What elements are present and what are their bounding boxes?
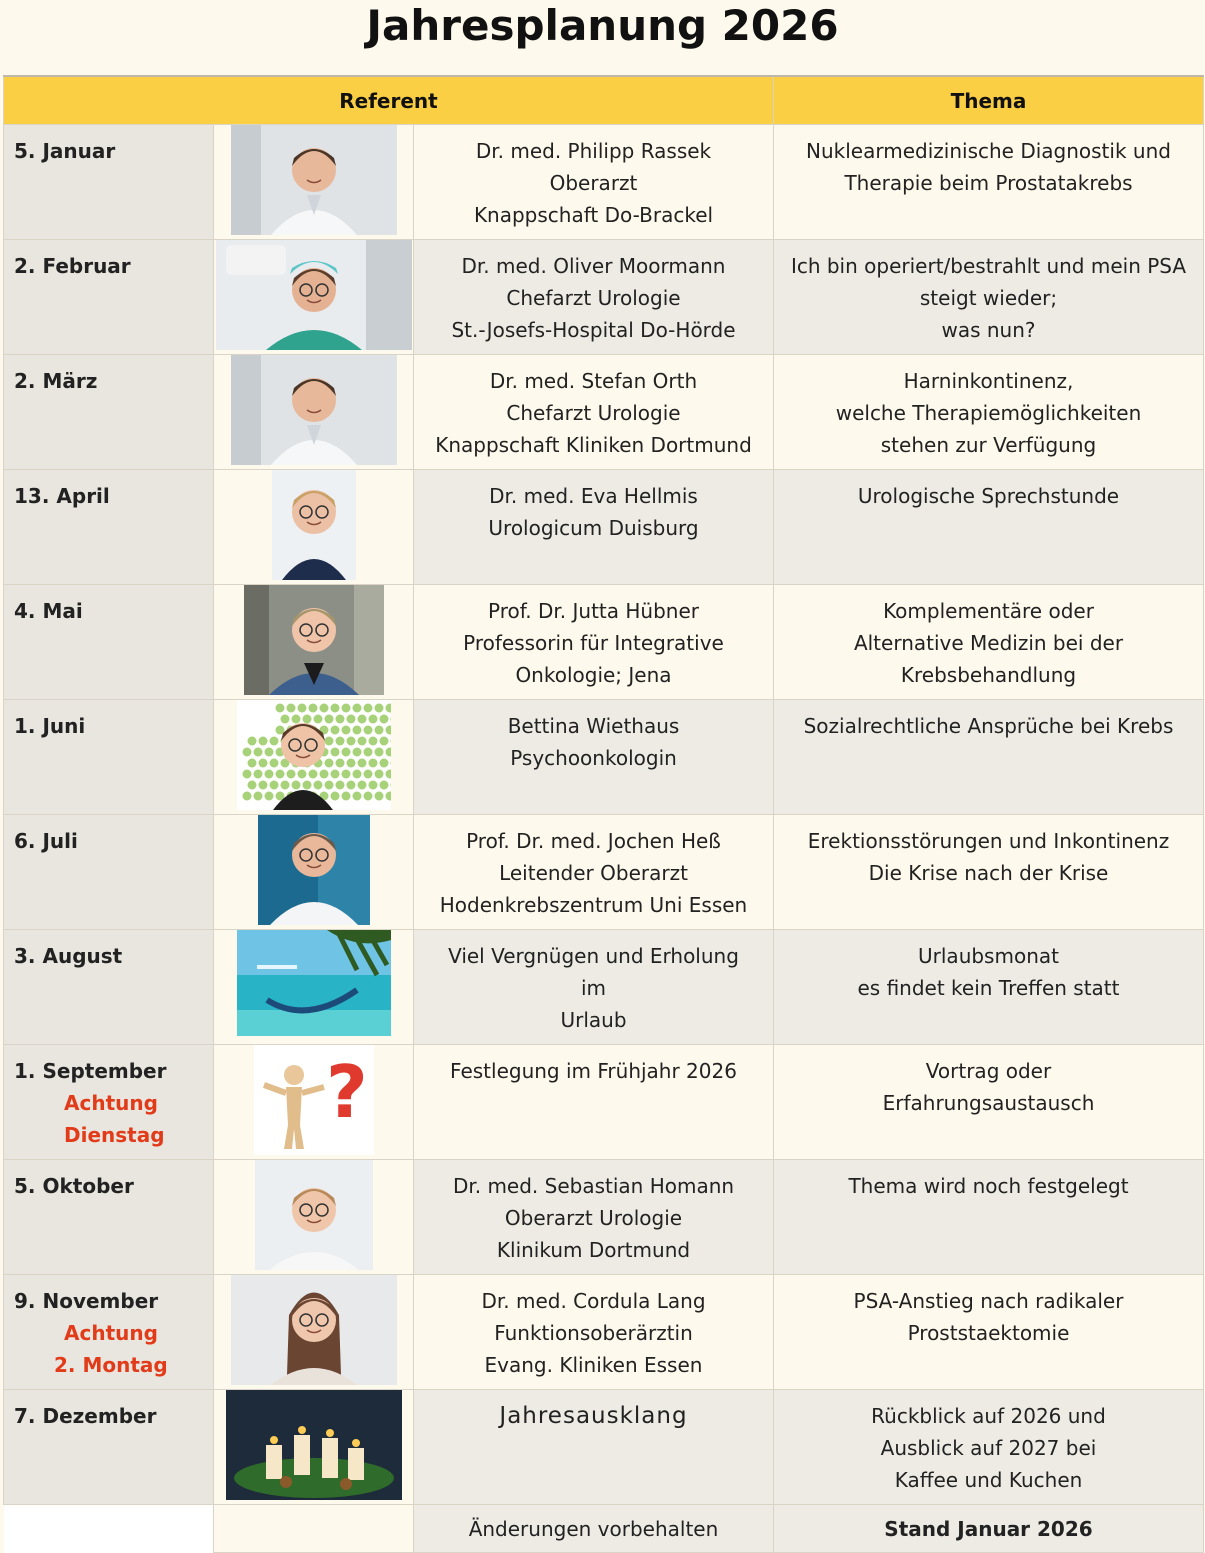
- speaker-cell: [414, 815, 774, 930]
- speaker-line: Oberarzt Urologie: [504, 1206, 683, 1230]
- photo-cell: [214, 470, 414, 585]
- speaker-line: Festlegung im Frühjahr 2026: [450, 1059, 737, 1083]
- photo-cell: [214, 240, 414, 355]
- header-thema: Thema: [774, 76, 1204, 125]
- speaker-line: Leitender Oberarzt: [499, 861, 688, 885]
- speaker-line: Knappschaft Kliniken Dortmund: [435, 433, 752, 457]
- photo-cell: [214, 585, 414, 700]
- footer-stand: Stand Januar 2026: [774, 1505, 1204, 1553]
- speaker-line: Urlaub: [560, 1008, 627, 1032]
- topic-cell: [774, 930, 1204, 1045]
- date-cell: [4, 815, 214, 930]
- speaker-line: Hodenkrebszentrum Uni Essen: [439, 893, 748, 917]
- speaker-line: Jahresausklang: [499, 1403, 688, 1429]
- speaker-line: St.-Josefs-Hospital Do-Hörde: [451, 318, 736, 342]
- date-cell: [4, 240, 214, 355]
- speaker-line: Oberarzt: [549, 171, 638, 195]
- date-label: 2. März: [14, 369, 98, 393]
- date-label: 5. Oktober: [14, 1174, 134, 1198]
- speaker-cell: [414, 1275, 774, 1390]
- speaker-line: Prof. Dr. med. Jochen Heß: [466, 829, 721, 853]
- speaker-line: Urologicum Duisburg: [488, 516, 699, 540]
- table-row: [4, 700, 1204, 815]
- photo-cell: [214, 1390, 414, 1505]
- speaker-cell: [414, 1390, 774, 1505]
- topic-line: Ich bin operiert/bestrahlt und mein PSA: [790, 254, 1187, 278]
- date-label: 9. November: [14, 1289, 159, 1313]
- topic-line: Sozialrechtliche Ansprüche bei Krebs: [803, 714, 1174, 738]
- date-cell: [4, 930, 214, 1045]
- topic-cell: [774, 1160, 1204, 1275]
- speaker-line: Viel Vergnügen und Erholung: [448, 944, 739, 968]
- topic-line: Nuklearmedizinische Diagnostik und: [806, 139, 1171, 163]
- date-label: 4. Mai: [14, 599, 83, 623]
- speaker-line: Bettina Wiethaus: [507, 714, 680, 738]
- speaker-line: Funktionsoberärztin: [494, 1321, 693, 1345]
- speaker-line: Dr. med. Philipp Rassek: [475, 139, 712, 163]
- speaker-cell: [414, 930, 774, 1045]
- date-label: 6. Juli: [14, 829, 78, 853]
- topic-line: welche Therapiemöglichkeiten: [835, 401, 1142, 425]
- speaker-cell: [414, 470, 774, 585]
- speaker-cell: [414, 1160, 774, 1275]
- topic-line: Rückblick auf 2026 und: [871, 1404, 1106, 1428]
- topic-cell: [774, 1045, 1204, 1160]
- portrait-surgeon-cap-image: [216, 240, 412, 350]
- beach-hammock-image: [237, 930, 391, 1040]
- topic-line: Die Krise nach der Krise: [868, 861, 1109, 885]
- topic-line: Urologische Sprechstunde: [857, 484, 1120, 508]
- photo-cell: [214, 1275, 414, 1390]
- speaker-cell: [414, 125, 774, 240]
- date-label: 3. August: [14, 944, 123, 968]
- advent-wreath-image: [226, 1390, 402, 1500]
- speaker-line: Knappschaft Do-Brackel: [473, 203, 714, 227]
- table-row: [4, 355, 1204, 470]
- topic-line: stehen zur Verfügung: [880, 433, 1097, 457]
- topic-line: Vortrag oder: [925, 1059, 1052, 1083]
- date-cell: [4, 1160, 214, 1275]
- topic-line: Kaffee und Kuchen: [894, 1468, 1083, 1492]
- topic-line: Proststaektomie: [907, 1321, 1070, 1345]
- date-cell: [4, 1045, 214, 1160]
- speaker-line: Psychoonkologin: [510, 746, 677, 770]
- footer-blank: [4, 1505, 214, 1553]
- speaker-line: Dr. med. Oliver Moormann: [461, 254, 726, 278]
- photo-cell: [214, 1045, 414, 1160]
- topic-line: PSA-Anstieg nach radikaler: [853, 1289, 1124, 1313]
- photo-cell: [214, 930, 414, 1045]
- svg-text:?: ?: [325, 1050, 368, 1134]
- table-row: [4, 1275, 1204, 1390]
- topic-cell: [774, 355, 1204, 470]
- date-label: 7. Dezember: [14, 1404, 157, 1428]
- date-label: 5. Januar: [14, 139, 116, 163]
- schedule-table: [3, 75, 1204, 1553]
- portrait-man-glasses-image: [255, 1160, 373, 1270]
- topic-line: Krebsbehandlung: [900, 663, 1077, 687]
- date-label: 1. September: [14, 1059, 167, 1083]
- date-note: Dienstag: [64, 1123, 165, 1147]
- portrait-woman-scrubs-image: [272, 470, 356, 580]
- topic-cell: [774, 240, 1204, 355]
- speaker-cell: [414, 700, 774, 815]
- speaker-line: Klinikum Dortmund: [496, 1238, 691, 1262]
- portrait-woman-green-dots-image: [237, 700, 391, 810]
- portrait-man-white-coat-image: [231, 125, 397, 235]
- speaker-line: Chefarzt Urologie: [506, 401, 681, 425]
- footer-spacer: [214, 1505, 414, 1553]
- table-row: [4, 930, 1204, 1045]
- date-cell: [4, 700, 214, 815]
- topic-cell: [774, 815, 1204, 930]
- speaker-line: Dr. med. Sebastian Homann: [452, 1174, 735, 1198]
- topic-line: Harninkontinenz,: [903, 369, 1074, 393]
- speaker-line: Chefarzt Urologie: [506, 286, 681, 310]
- table-row: [4, 1160, 1204, 1275]
- photo-cell: [214, 355, 414, 470]
- speaker-line: Dr. med. Stefan Orth: [489, 369, 698, 393]
- speaker-cell: [414, 240, 774, 355]
- footer-note: Änderungen vorbehalten: [414, 1505, 774, 1553]
- topic-line: Erektionsstörungen und Inkontinenz: [807, 829, 1170, 853]
- topic-cell: [774, 585, 1204, 700]
- table-row: [4, 470, 1204, 585]
- topic-cell: [774, 470, 1204, 585]
- speaker-cell: [414, 585, 774, 700]
- table-row: [4, 585, 1204, 700]
- speaker-line: Dr. med. Eva Hellmis: [489, 484, 698, 508]
- header-referent: Referent: [4, 76, 774, 125]
- table-row: [4, 125, 1204, 240]
- topic-line: was nun?: [941, 318, 1036, 342]
- speaker-line: Onkologie; Jena: [515, 663, 672, 687]
- topic-line: Alternative Medizin bei der: [853, 631, 1124, 655]
- speaker-cell: [414, 1045, 774, 1160]
- date-cell: [4, 470, 214, 585]
- topic-line: es findet kein Treffen statt: [857, 976, 1120, 1000]
- topic-cell: [774, 700, 1204, 815]
- speaker-cell: [414, 355, 774, 470]
- date-label: 1. Juni: [14, 714, 86, 738]
- speaker-line: Dr. med. Cordula Lang: [481, 1289, 706, 1313]
- date-note: Achtung: [64, 1321, 158, 1345]
- table-row: [4, 1045, 1204, 1160]
- topic-line: Erfahrungsaustausch: [882, 1091, 1095, 1115]
- photo-cell: [214, 125, 414, 240]
- date-label: 13. April: [14, 484, 110, 508]
- topic-line: Komplementäre oder: [883, 599, 1094, 623]
- topic-line: Ausblick auf 2027 bei: [880, 1436, 1097, 1460]
- portrait-man-white-coat-blue-image: [258, 815, 370, 925]
- table-row: [4, 1390, 1204, 1505]
- date-cell: [4, 1390, 214, 1505]
- portrait-woman-glasses-image: [231, 1275, 397, 1385]
- speaker-line: im: [580, 976, 607, 1000]
- topic-cell: [774, 125, 1204, 240]
- table-row: [4, 240, 1204, 355]
- speaker-line: Evang. Kliniken Essen: [484, 1353, 703, 1377]
- date-note: 2. Montag: [54, 1353, 168, 1377]
- date-label: 2. Februar: [14, 254, 131, 278]
- speaker-line: Professorin für Integrative: [463, 631, 724, 655]
- topic-cell: [774, 1275, 1204, 1390]
- footer-row: [4, 1505, 1204, 1553]
- topic-line: Thema wird noch festgelegt: [848, 1174, 1129, 1198]
- speaker-line: Prof. Dr. Jutta Hübner: [487, 599, 699, 623]
- table-row: [4, 815, 1204, 930]
- topic-line: Urlaubsmonat: [918, 944, 1059, 968]
- date-cell: [4, 355, 214, 470]
- topic-cell: [774, 1390, 1204, 1505]
- date-cell: [4, 1275, 214, 1390]
- photo-cell: [214, 815, 414, 930]
- topic-line: steigt wieder;: [919, 286, 1058, 310]
- photo-cell: [214, 700, 414, 815]
- date-cell: [4, 125, 214, 240]
- question-mark-figure-image: [254, 1045, 374, 1155]
- portrait-woman-denim-image: [244, 585, 384, 695]
- page-title: Jahresplanung 2026: [366, 1, 839, 50]
- portrait-man-white-coat-image: [231, 355, 397, 465]
- date-cell: [4, 585, 214, 700]
- date-note: Achtung: [64, 1091, 158, 1115]
- topic-line: Therapie beim Prostatakrebs: [844, 171, 1133, 195]
- photo-cell: [214, 1160, 414, 1275]
